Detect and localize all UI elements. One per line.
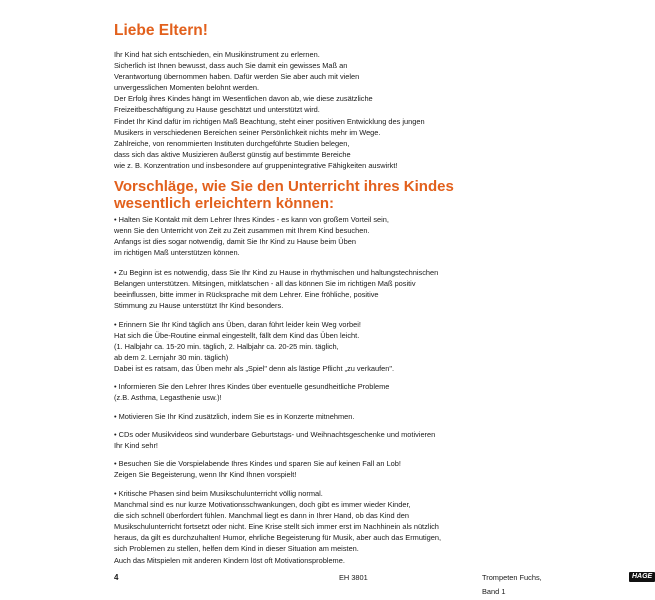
text-line: sich Problemen zu stellen, helfen dem Kind in dieser Situation am meisten. bbox=[114, 544, 359, 554]
text-line: Freizeitbeschäftigung zu Hause geschätzt und unterstützt wird. bbox=[114, 105, 320, 115]
suggestion-item bbox=[114, 458, 554, 480]
text-line: • Erinnern Sie Ihr Kind täglich ans Üben, daran führt leider kein Weg vorbei! bbox=[114, 320, 361, 329]
text-line: • Zu Beginn ist es notwendig, dass Sie Ihr Kind zu Hause in rhythmischen und haltungstechnischen bbox=[114, 268, 439, 277]
suggestion-item bbox=[114, 381, 554, 403]
text-line: • Kritische Phasen sind beim Musikschulunterricht völlig normal. bbox=[114, 489, 323, 498]
text-line: Manchmal sind es nur kurze Motivationsschwankungen, doch gibt es immer wieder Kinder, bbox=[114, 500, 411, 510]
text-line: Zahlreiche, von renommierten Instituten durchgeführte Studien belegen, bbox=[114, 138, 350, 148]
suggestion-item bbox=[114, 411, 554, 422]
text-line: heraus, da gilt es durchzuhalten! Humor, ehrliche Begeisterung für Musik, aber auch das Ermutigen, bbox=[114, 533, 442, 543]
text-line: Dabei ist es ratsam, das Üben mehr als „Spiel" denn als lästige Pflicht „zu verkaufen". bbox=[114, 364, 395, 374]
text-line: Der Erfolg ihres Kindes hängt im Wesentlichen davon ab, wie diese zusätzliche bbox=[114, 94, 373, 104]
text-line: Musikschulunterricht fortsetzt oder nicht. Eine Krise stellt sich immer erst im Nachhinein als nützlich bbox=[114, 522, 439, 532]
text-line: Ihr Kind sehr! bbox=[114, 441, 158, 451]
text-line: Belangen unterstützen. Mitsingen, mitklatschen - all das können Sie im richtigen Maß positiv bbox=[114, 279, 416, 289]
text-line: Zeigen Sie Begeisterung, wenn Ihr Kind Ihnen vorspielt! bbox=[114, 470, 297, 480]
text-line: dass sich das aktive Musizieren äußerst günstig auf bestimmte Bereiche bbox=[114, 149, 351, 159]
book-title: Trompeten Fuchs, Band 1 bbox=[482, 573, 542, 596]
text-line: wie z. B. Konzentration und insbesondere auf gruppenintegrative Fähigkeiten auswirkt! bbox=[114, 160, 398, 170]
text-line: wenn Sie den Unterricht von Zeit zu Zeit zusammen mit Ihrem Kind besuchen. bbox=[114, 226, 370, 236]
text-line: beeinflussen, bitte immer in Rücksprache mit dem Lehrer. Eine fröhliche, positive bbox=[114, 290, 379, 300]
text-line: (z.B. Asthma, Legasthenie usw.)! bbox=[114, 393, 222, 403]
text-line: Sicherlich ist Ihnen bewusst, dass auch Sie damit ein gewisses Maß an bbox=[114, 61, 348, 71]
text-line: unvergesslichen Momenten belohnt werden. bbox=[114, 83, 260, 93]
text-line: Auch das Mitspielen mit anderen Kindern löst oft Motivationsprobleme. bbox=[114, 555, 345, 565]
text-line: Musikers in verschiedenen Bereichen seiner Persönlichkeit nichts mehr im Wege. bbox=[114, 127, 381, 137]
text-line: die sich schnell überfordert fühlen. Manchmal liegt es dann in Ihrer Hand, ob das Kind den bbox=[114, 511, 409, 521]
text-line: Stimmung zu Hause unterstützt Ihr Kind besonders. bbox=[114, 301, 284, 311]
edition-code: EH 3801 bbox=[339, 573, 368, 582]
text-line: • Besuchen Sie die Vorspielabende Ihres Kindes und sparen Sie auf keinen Fall an Lob! bbox=[114, 459, 401, 468]
suggestion-item bbox=[114, 214, 554, 258]
text-line: (1. Halbjahr ca. 15-20 min. täglich, 2. Halbjahr ca. 20-25 min. täglich, bbox=[114, 342, 339, 352]
page-number: 4 bbox=[114, 573, 119, 582]
suggestion-item bbox=[114, 429, 554, 451]
heading-line: wesentlich erleichtern können: bbox=[114, 195, 335, 212]
text-line: Findet Ihr Kind dafür im richtigen Maß Beachtung, steht einer positiven Entwicklung des jungen bbox=[114, 116, 425, 126]
publisher-logo: HAGE bbox=[629, 572, 655, 582]
intro-paragraph bbox=[114, 49, 554, 171]
text-line: • Halten Sie Kontakt mit dem Lehrer Ihres Kindes - es kann von großem Vorteil sein, bbox=[114, 215, 389, 224]
suggestion-item bbox=[114, 319, 554, 374]
page-footer bbox=[114, 571, 653, 596]
text-line: Anfangs ist dies sogar notwendig, damit Sie Ihr Kind zu Hause beim Üben bbox=[114, 237, 356, 247]
suggestion-item bbox=[114, 488, 554, 566]
text-line: • Motivieren Sie Ihr Kind zusätzlich, indem Sie es in Konzerte mitnehmen. bbox=[114, 412, 355, 421]
text-line: ab dem 2. Lernjahr 30 min. täglich) bbox=[114, 353, 229, 363]
suggestion-item bbox=[114, 267, 554, 311]
text-line: im richtigen Maß unterstützen können. bbox=[114, 248, 240, 258]
intro-heading: Liebe Eltern! bbox=[114, 22, 208, 39]
suggestions-heading bbox=[114, 178, 554, 212]
text-line: Verantwortung übernommen haben. Dafür werden Sie aber auch mit vielen bbox=[114, 72, 360, 82]
text-line: Ihr Kind hat sich entschieden, ein Musikinstrument zu erlernen. bbox=[114, 50, 320, 59]
text-line: • CDs oder Musikvideos sind wunderbare Geburtstags- und Weihnachtsgeschenke und motivieren bbox=[114, 430, 436, 439]
heading-line: Vorschläge, wie Sie den Unterricht ihres Kindes bbox=[114, 178, 454, 195]
text-line: Hat sich die Übe-Routine einmal eingestellt, fällt dem Kind das Üben leicht. bbox=[114, 331, 360, 341]
text-line: • Informieren Sie den Lehrer Ihres Kindes über eventuelle gesundheitliche Probleme bbox=[114, 382, 390, 391]
